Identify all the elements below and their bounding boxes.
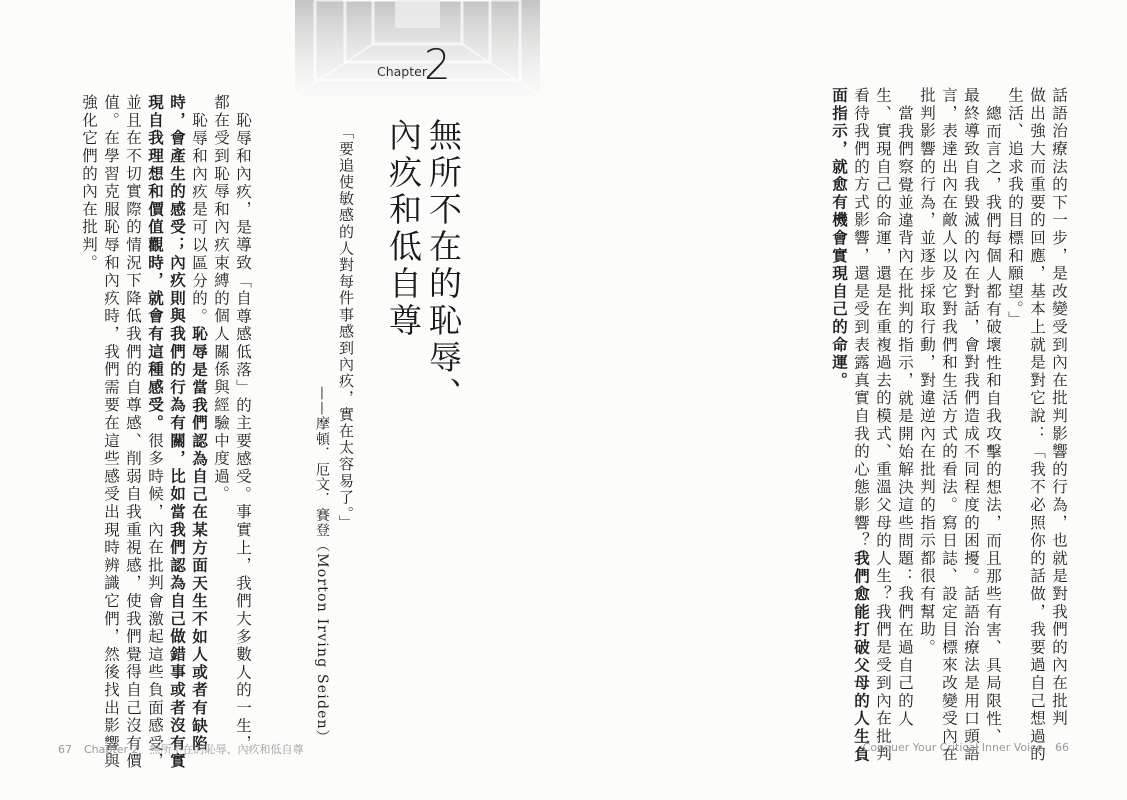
right-page-footer	[863, 741, 1069, 754]
running-head: Chapter 2 無所不在的恥辱、內疚和低自尊	[84, 743, 304, 756]
chapter-number: 2	[424, 40, 451, 89]
text-fragment: 很多時候，內在批判會激起這些負面感受，	[146, 432, 164, 771]
text-column: 做出強大而重要的回應，基本上就是對它說：「我不必照你的話做，我要過自己想過的	[1028, 87, 1046, 764]
text-column: 時，會產生的感受；內疚則與我們的行為有關，比如當我們認為自己做錯事或者沒有實	[168, 94, 187, 771]
text-column: 值。在學習克服恥辱和內疚時，我們需要在這些感受出現時辨識它們，然後找出影響與	[102, 94, 120, 771]
text-column: 批判影響的行為，並逐步採取行動，對違逆內在批判的指示都很有幫助。	[918, 87, 936, 657]
epigraph-quote: 「要追使敏感的人對每件事感到內疚，實在太容易了。」	[337, 124, 355, 532]
chapter-decoration-image	[295, 0, 540, 96]
chapter-title-line: 無所不在的恥辱、	[424, 118, 463, 414]
text-column: 面指示，就愈有機會實現自己的命運。	[830, 87, 849, 390]
text-column: 強化它們的內在批判。	[80, 94, 98, 272]
text-column: 話語治療法的下一步，是改變受到內在批判影響的行為，也就是對我們的內在批判	[1050, 87, 1068, 728]
running-head: Conquer Your Critical Inner Voice	[862, 741, 1043, 754]
text-column: 當我們察覺並違背內在批判的指示，就是開始解決這些問題：我們在過自己的人	[896, 105, 914, 728]
text-column: 恥辱和內疚，是導致「自尊感低落」的主要感受。事實上，我們大多數人的一生，	[234, 112, 252, 753]
text-fragment: 看待我們的方式影響，還是受到表露真實自我的心態影響？	[852, 87, 870, 550]
text-column	[850, 87, 872, 763]
text-column: 最終導致自我毀滅的內在對話，會對我們造成不同程度的困擾。話語治療法是用口頭語	[962, 87, 980, 764]
text-column: 生、實現自己的命運，還是在重複過去的模式、重溫父母的人生？我們是受到內在批判	[874, 87, 892, 764]
text-column	[188, 112, 210, 753]
text-column	[144, 94, 166, 770]
chapter-title-line: 內疚和低自尊	[384, 118, 423, 340]
page-number: 67	[58, 743, 72, 756]
text-fragment: 恥辱和內疚是可以區分的。	[190, 112, 208, 326]
text-column: 總而言之，我們每個人都有破壞性和自我攻擊的想法，而且那些有害、具局限性、	[984, 105, 1002, 746]
text-column: 生活、追求我的目標和願望。」	[1006, 87, 1024, 329]
bold-text-fragment: 現自我理想和價值觀時，就會有這種感受。	[146, 94, 165, 433]
text-column: 言，表達出內在敵人以及它對我們和生活方式的看法。寫日誌、設定目標來改變受內在	[940, 87, 958, 764]
chapter-label: Chapter	[377, 64, 427, 79]
bold-text-fragment: 我們愈能打破父母的人生負	[852, 549, 871, 764]
text-column: 並且在不切實際的情況下降低我們的自尊感、削弱自我重視感，使我們覺得自己沒有價	[124, 94, 142, 771]
bold-text-fragment: 恥辱是當我們認為自己在某方面天生不如人或者有缺陷	[190, 325, 209, 753]
epigraph-attribution: ——摩頓．厄文．賽登（Morton Irving Seiden）	[314, 386, 330, 746]
page-number: 66	[1055, 741, 1069, 754]
left-page-footer	[58, 741, 303, 757]
text-column: 都在受到恥辱和內疚束縛的個人關係與經驗中度過。	[212, 94, 230, 504]
